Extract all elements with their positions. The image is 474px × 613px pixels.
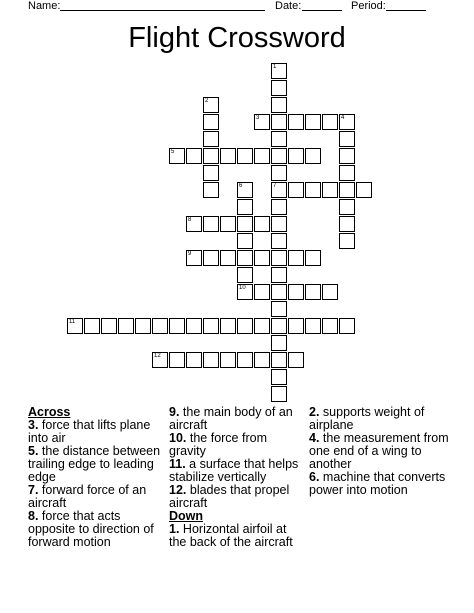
clue-text: the distance between trailing edge to leading edge xyxy=(28,444,161,484)
crossword-cell[interactable] xyxy=(237,352,253,368)
crossword-cell[interactable] xyxy=(271,318,287,334)
crossword-cell[interactable] xyxy=(169,318,185,334)
crossword-cell[interactable] xyxy=(254,114,270,130)
crossword-cell[interactable] xyxy=(67,318,83,334)
crossword-cell[interactable] xyxy=(305,250,321,266)
crossword-cell[interactable] xyxy=(186,318,202,334)
crossword-cell[interactable] xyxy=(237,318,253,334)
crossword-cell[interactable] xyxy=(271,369,287,385)
crossword-cell[interactable] xyxy=(101,318,117,334)
clue-text: Horizontal airfoil at the back of the aircraft xyxy=(169,522,293,549)
crossword-cell[interactable] xyxy=(339,148,355,164)
clue-number: 8. xyxy=(28,509,39,523)
clue-text: blades that propel aircraft xyxy=(169,483,290,510)
crossword-cell[interactable] xyxy=(339,199,355,215)
crossword-cell[interactable] xyxy=(203,148,219,164)
clue-down-1 xyxy=(169,523,305,549)
crossword-cell[interactable] xyxy=(169,148,185,164)
crossword-cell[interactable] xyxy=(271,199,287,215)
crossword-cell[interactable] xyxy=(152,352,168,368)
crossword-cell[interactable] xyxy=(339,318,355,334)
crossword-cell[interactable] xyxy=(203,250,219,266)
crossword-cell[interactable] xyxy=(203,131,219,147)
clue-across-5 xyxy=(28,445,166,484)
crossword-cell[interactable] xyxy=(322,284,338,300)
crossword-cell[interactable] xyxy=(203,352,219,368)
crossword-cell[interactable] xyxy=(237,250,253,266)
crossword-cell[interactable] xyxy=(203,182,219,198)
cell-number: 11 xyxy=(69,319,76,325)
crossword-cell[interactable] xyxy=(220,352,236,368)
crossword-cell[interactable] xyxy=(271,352,287,368)
crossword-cell[interactable] xyxy=(254,250,270,266)
crossword-cell[interactable] xyxy=(237,233,253,249)
crossword-cell[interactable] xyxy=(339,165,355,181)
clue-text: the measurement from one end of a wing to another xyxy=(309,431,449,471)
clue-text: a surface that helps stabilize vertically xyxy=(169,457,299,484)
clue-across-11 xyxy=(169,458,305,484)
crossword-cell[interactable] xyxy=(186,148,202,164)
crossword-cell[interactable] xyxy=(288,148,304,164)
crossword-cell[interactable] xyxy=(220,148,236,164)
crossword-cell[interactable] xyxy=(305,284,321,300)
crossword-cell[interactable] xyxy=(271,284,287,300)
clue-number: 4. xyxy=(309,431,320,445)
crossword-cell[interactable] xyxy=(220,216,236,232)
clue-number: 1. xyxy=(169,522,180,536)
clue-across-10 xyxy=(169,432,305,458)
crossword-cell[interactable] xyxy=(339,114,355,130)
cell-number: 3 xyxy=(256,115,260,121)
crossword-cell[interactable] xyxy=(254,352,270,368)
crossword-cell[interactable] xyxy=(322,114,338,130)
crossword-cell[interactable] xyxy=(237,267,253,283)
crossword-cell[interactable] xyxy=(118,318,134,334)
crossword-cell[interactable] xyxy=(254,318,270,334)
clue-number: 6. xyxy=(309,470,320,484)
crossword-cell[interactable] xyxy=(271,80,287,96)
crossword-cell[interactable] xyxy=(288,284,304,300)
crossword-cell[interactable] xyxy=(271,233,287,249)
page-title: Flight Crossword xyxy=(128,22,346,54)
crossword-cell[interactable] xyxy=(271,131,287,147)
clue-text: the main body of an aircraft xyxy=(169,405,293,432)
clue-number: 7. xyxy=(28,483,39,497)
crossword-cell[interactable] xyxy=(322,318,338,334)
cell-number: 12 xyxy=(154,353,161,359)
crossword-cell[interactable] xyxy=(288,114,304,130)
crossword-cell[interactable] xyxy=(271,335,287,351)
crossword-cell[interactable] xyxy=(237,148,253,164)
crossword-cell[interactable] xyxy=(305,148,321,164)
clue-across-7 xyxy=(28,484,166,510)
crossword-cell[interactable] xyxy=(220,318,236,334)
cell-number: 10 xyxy=(239,285,246,291)
clue-across-9 xyxy=(169,406,305,432)
clue-number: 9. xyxy=(169,405,180,419)
crossword-cell[interactable] xyxy=(135,318,151,334)
crossword-cell[interactable] xyxy=(186,250,202,266)
clue-text: force that lifts plane into air xyxy=(28,418,151,445)
clue-across-12 xyxy=(169,484,305,510)
crossword-cell[interactable] xyxy=(271,114,287,130)
period-label: Period: xyxy=(351,0,386,12)
crossword-cell[interactable] xyxy=(254,148,270,164)
crossword-cell[interactable] xyxy=(203,114,219,130)
clues-column-2 xyxy=(169,406,305,549)
clues-column-1 xyxy=(28,406,166,549)
cell-number: 2 xyxy=(205,98,209,104)
cell-number: 4 xyxy=(341,115,345,121)
crossword-cell[interactable] xyxy=(203,97,219,113)
crossword-cell[interactable] xyxy=(237,216,253,232)
crossword-cell[interactable] xyxy=(203,165,219,181)
clue-number: 10. xyxy=(169,431,187,445)
down-heading: Down xyxy=(169,509,204,523)
crossword-cell[interactable] xyxy=(305,182,321,198)
clue-text: the force from gravity xyxy=(169,431,267,458)
crossword-cell[interactable] xyxy=(237,284,253,300)
cell-number: 7 xyxy=(273,183,277,189)
crossword-cell[interactable] xyxy=(271,97,287,113)
cell-number: 1 xyxy=(273,64,277,70)
clue-down-6 xyxy=(309,471,451,497)
crossword-cell[interactable] xyxy=(186,352,202,368)
crossword-cell[interactable] xyxy=(254,216,270,232)
crossword-cell[interactable] xyxy=(186,216,202,232)
cell-number: 6 xyxy=(239,183,243,189)
clue-across-8 xyxy=(28,510,166,549)
crossword-cell[interactable] xyxy=(254,284,270,300)
clue-text: machine that converts power into motion xyxy=(309,470,446,497)
clue-down-4 xyxy=(309,432,451,471)
clue-number: 3. xyxy=(28,418,39,432)
crossword-cell[interactable] xyxy=(271,63,287,79)
crossword-cell[interactable] xyxy=(288,318,304,334)
crossword-cell[interactable] xyxy=(305,114,321,130)
crossword-cell[interactable] xyxy=(152,318,168,334)
crossword-cell[interactable] xyxy=(84,318,100,334)
clue-number: 5. xyxy=(28,444,39,458)
clue-number: 11. xyxy=(169,457,186,471)
name-label: Name: xyxy=(28,0,61,12)
crossword-cell[interactable] xyxy=(322,182,338,198)
crossword-cell[interactable] xyxy=(271,301,287,317)
clue-down-2 xyxy=(309,406,451,432)
crossword-cell[interactable] xyxy=(288,182,304,198)
clue-across-3 xyxy=(28,419,166,445)
crossword-cell[interactable] xyxy=(356,182,372,198)
crossword-cell[interactable] xyxy=(271,267,287,283)
crossword-cell[interactable] xyxy=(237,199,253,215)
crossword-cell[interactable] xyxy=(271,386,287,402)
crossword-cell[interactable] xyxy=(271,165,287,181)
crossword-cell[interactable] xyxy=(288,250,304,266)
crossword-cell[interactable] xyxy=(339,131,355,147)
crossword-cell[interactable] xyxy=(288,352,304,368)
clue-number: 2. xyxy=(309,405,320,419)
crossword-cell[interactable] xyxy=(271,182,287,198)
crossword-cell[interactable] xyxy=(220,250,236,266)
crossword-cell[interactable] xyxy=(237,182,253,198)
clue-number: 12. xyxy=(169,483,187,497)
crossword-cell[interactable] xyxy=(169,352,185,368)
clue-text: force that acts opposite to direction of forward motion xyxy=(28,509,154,549)
crossword-cell[interactable] xyxy=(339,216,355,232)
cell-number: 5 xyxy=(171,149,175,155)
clue-text: supports weight of airplane xyxy=(309,405,425,432)
clue-text: forward force of an aircraft xyxy=(28,483,147,510)
crossword-cell[interactable] xyxy=(305,318,321,334)
crossword-cell[interactable] xyxy=(271,216,287,232)
across-heading: Across xyxy=(28,405,71,419)
crossword-cell[interactable] xyxy=(271,250,287,266)
date-label: Date: xyxy=(275,0,302,12)
crossword-cell[interactable] xyxy=(339,182,355,198)
cell-number: 9 xyxy=(188,251,192,257)
cell-number: 8 xyxy=(188,217,192,223)
crossword-cell[interactable] xyxy=(271,148,287,164)
crossword-cell[interactable] xyxy=(339,233,355,249)
crossword-cell[interactable] xyxy=(203,318,219,334)
clues-column-3 xyxy=(309,406,451,497)
crossword-cell[interactable] xyxy=(203,216,219,232)
